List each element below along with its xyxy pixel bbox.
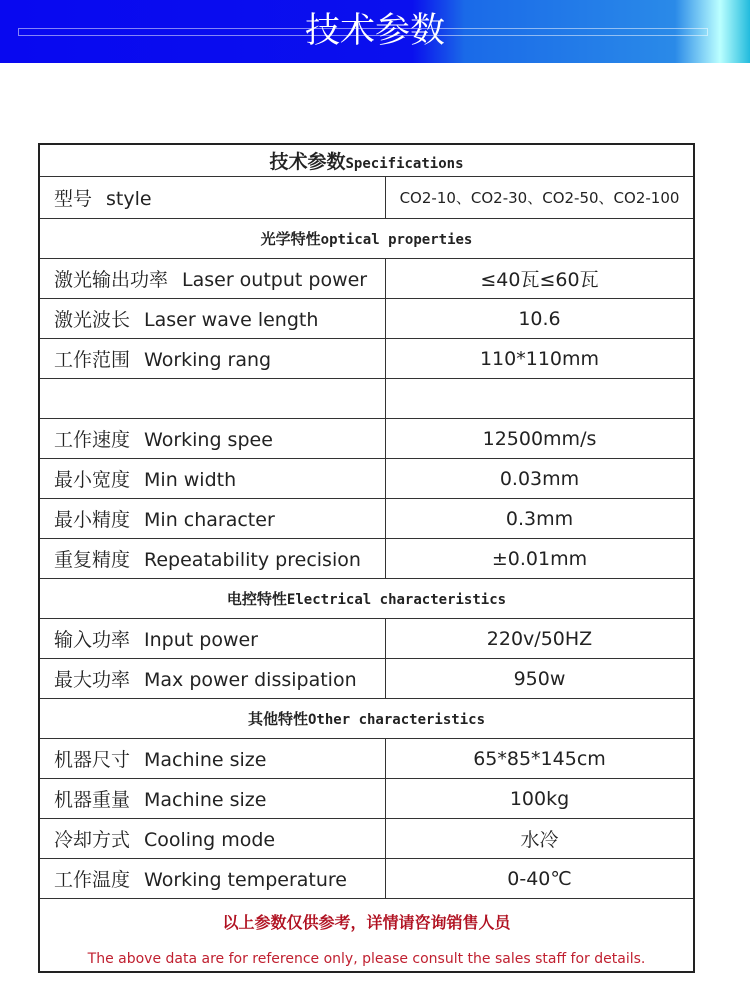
spec-row bbox=[39, 379, 694, 419]
spec-label-cn: 最小精度 bbox=[54, 509, 131, 531]
spec-label-en: Laser wave length bbox=[144, 309, 319, 331]
spec-row bbox=[39, 259, 694, 299]
spec-value: 水冷 bbox=[386, 819, 695, 859]
model-label-en: style bbox=[106, 188, 152, 210]
model-label-cn: 型号 bbox=[54, 188, 93, 210]
model-row bbox=[39, 177, 694, 219]
spec-row bbox=[39, 819, 694, 859]
model-value: CO2-10、CO2-30、CO2-50、CO2-100 bbox=[386, 177, 695, 219]
spec-label-cn: 工作温度 bbox=[54, 869, 131, 891]
spec-value: 65*85*145cm bbox=[386, 739, 695, 779]
table-title-row bbox=[39, 144, 694, 177]
spec-row bbox=[39, 539, 694, 579]
spec-label-cn: 冷却方式 bbox=[54, 829, 131, 851]
spec-label-cn: 重复精度 bbox=[54, 549, 131, 571]
footer-row bbox=[39, 899, 694, 973]
spec-label-cn: 输入功率 bbox=[54, 629, 131, 651]
spec-label-en: Max power dissipation bbox=[144, 669, 357, 691]
spec-label-en: Cooling mode bbox=[144, 829, 276, 851]
spec-label-cn: 机器尺寸 bbox=[54, 749, 131, 771]
section-header-row bbox=[39, 219, 694, 259]
section-header-row bbox=[39, 579, 694, 619]
spec-label-en: Min character bbox=[144, 509, 275, 531]
spec-value bbox=[386, 379, 695, 419]
section-title-cn: 其他特性 bbox=[247, 710, 308, 728]
spec-value: ±0.01mm bbox=[386, 539, 695, 579]
section-title-en: optical properties bbox=[320, 232, 473, 248]
spec-label-en: Repeatability precision bbox=[144, 549, 361, 571]
spec-row bbox=[39, 659, 694, 699]
spec-value: ≤40瓦≤60瓦 bbox=[386, 259, 695, 299]
header-banner bbox=[0, 0, 750, 63]
spec-label-cn: 机器重量 bbox=[54, 789, 131, 811]
spec-row bbox=[39, 859, 694, 899]
section-title-cn: 电控特性 bbox=[226, 590, 287, 608]
spec-value: 10.6 bbox=[386, 299, 695, 339]
spec-row bbox=[39, 739, 694, 779]
section-header-row bbox=[39, 699, 694, 739]
spec-label-en: Input power bbox=[144, 629, 258, 651]
spec-value: 220v/50HZ bbox=[386, 619, 695, 659]
spec-label-cn: 最小宽度 bbox=[54, 469, 131, 491]
spec-row bbox=[39, 459, 694, 499]
spec-row bbox=[39, 499, 694, 539]
section-title-en: Electrical characteristics bbox=[286, 592, 507, 608]
spec-label-en: Working temperature bbox=[144, 869, 347, 891]
spec-label-cn: 工作速度 bbox=[54, 429, 131, 451]
spec-value: 110*110mm bbox=[386, 339, 695, 379]
spec-label-cn: 激光输出功率 bbox=[54, 269, 169, 291]
section-title-en: Other characteristics bbox=[308, 712, 486, 728]
spec-row bbox=[39, 619, 694, 659]
table-title-en: Specifications bbox=[345, 156, 464, 172]
spec-label-en: Min width bbox=[144, 469, 237, 491]
spec-row bbox=[39, 339, 694, 379]
spec-label-en: Machine size bbox=[144, 789, 267, 811]
section-title-cn: 光学特性 bbox=[260, 230, 321, 248]
banner-title: 技术参数 bbox=[304, 11, 445, 51]
spec-label-en: Working spee bbox=[144, 429, 273, 451]
disclaimer-cn: 以上参数仅供参考，详情请咨询销售人员 bbox=[222, 912, 511, 932]
spec-label-cn: 最大功率 bbox=[54, 669, 131, 691]
specifications-table bbox=[38, 143, 695, 973]
spec-value: 0-40℃ bbox=[386, 859, 695, 899]
table-title-cn: 技术参数 bbox=[269, 151, 346, 173]
spec-label-en: Laser output power bbox=[182, 269, 368, 291]
spec-value: 950w bbox=[386, 659, 695, 699]
spec-label-cn: 工作范围 bbox=[54, 349, 131, 371]
spec-label-en: Working rang bbox=[144, 349, 272, 371]
spec-label-en: Machine size bbox=[144, 749, 267, 771]
spec-value: 0.3mm bbox=[386, 499, 695, 539]
spec-row bbox=[39, 299, 694, 339]
disclaimer-en: The above data are for reference only, please consult the sales staff for details. bbox=[87, 950, 646, 967]
spec-label-cn: 激光波长 bbox=[54, 309, 131, 331]
spec-row bbox=[39, 419, 694, 459]
spec-value: 0.03mm bbox=[386, 459, 695, 499]
spec-value: 12500mm/s bbox=[386, 419, 695, 459]
spec-row bbox=[39, 779, 694, 819]
spec-value: 100kg bbox=[386, 779, 695, 819]
